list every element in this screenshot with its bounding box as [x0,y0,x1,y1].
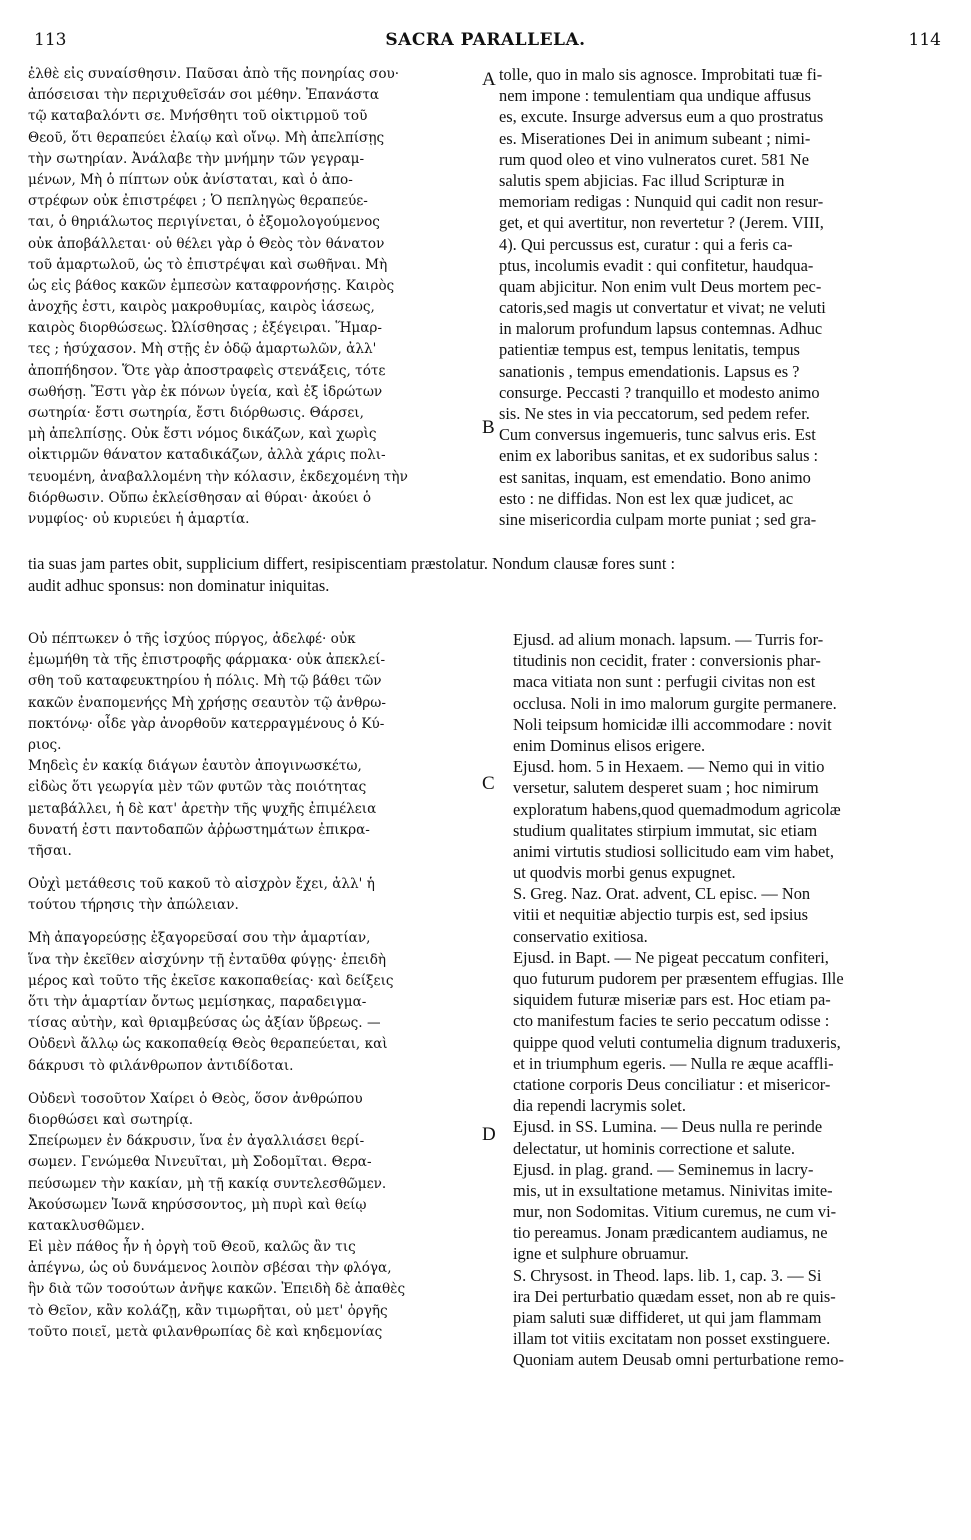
greek-text-line: ἣν διὰ τῶν τοσούτων ἀνῆψε κακῶν. Ἐπειδὴ δὲ ἀπαθὲς [28,1281,406,1298]
greek-text-line: μέρος καὶ τοῦτο τῆς ἐκεῖσε κακοπαθείας· καὶ δείξεις [28,972,394,989]
latin-text-line: es. Miserationes Dei in animum subeant ; nimi- [499,128,811,148]
latin-text-line: sanationis , tempus emendationis. Lapsus es ? [499,361,800,381]
greek-text-line [28,1077,480,1089]
latin-text-line: versetur, salutem desperet suam ; hoc nimirum [513,778,819,798]
section-marker-c: C [482,773,495,794]
latin-text-line: quam abjicitur. Non enim vult Deus mortem pec- [499,276,822,296]
latin-text-line: consurge. Peccasti ? tranquillo et modesto animo [499,382,820,402]
latin-text-line: 4). Qui percussus est, curatur : qui a feris ca- [499,234,793,254]
greek-text-line: ἐμωμήθη τὰ τῆς ἐπιστροφῆς φάρμακα· οὐκ ἀπεκλεί- [28,652,386,669]
greek-text-line: τευομένη, ἀναβαλλομένη τὴν κόλασιν, ἐκδεχομένη τὴν [28,468,408,485]
greek-text-line: διόρθωσιν. Οὔπω ἐκλείσθησαν αἱ θύραι· ἀκούει ὁ [28,489,372,506]
greek-text-line: σωτηρία· ἔστι σωτηρία, ἔστι διόρθωσις. Θάρσει, [28,405,364,421]
greek-text-line: κατακλυσθῶμεν. [28,1217,145,1234]
greek-text-line: στρέφων οὐκ ἐπιστρέφει ; Ὁ πεπληγὼς θεραπεύε- [28,193,368,210]
greek-text-line: Μὴ ἀπαγορεύσῃς ἐξαγορεῦσαί σου τὴν ἁμαρτίαν, [28,930,371,947]
latin-text-line: studium qualitates stirpium immutat, sic etiam [513,820,818,840]
greek-text-line: τοῦ ἁμαρτωλοῦ, ὡς τὸ ἐπιστρέψαι καὶ σωθῆναι. Μὴ [28,256,388,273]
latin-text-line: delectatur, ut hominis correctione et salute. [513,1138,795,1158]
latin-text-line: sine misericordia culpam morte puniat ; sed gra- [499,509,817,529]
greek-text-line: τὴν σωτηρίαν. Ἀνάλαβε τὴν μνήμην τῶν γεγραμ- [28,150,365,167]
greek-text-line: τῆσαι. [28,842,72,859]
greek-text-line: νυμφίος· οὐ κυριεύει ἡ ἁμαρτία. [28,510,250,527]
latin-text-line: occlusa. Noli in imo malorum gurgite permanere. [513,693,837,713]
latin-text-line: patientiæ tempus est, tempus lenitatis, tempus [499,340,800,360]
greek-text-line: ἀνοχῆς ἐστι, καιρὸς μακροθυμίας, καιρὸς ἰάσεως, [28,299,375,316]
latin-text-line: quippe quod veluti contumelia dignum traduxeris, [513,1032,841,1052]
latin-text-line: tio pereamus. Jonam prædicantem audiamus, ne [513,1223,828,1243]
latin-text-line: Quoniam autem Deusab omni perturbatione remo- [513,1350,844,1370]
latin-text-line: quo futurum pudorem per præsentem effugias. Ille [513,969,844,988]
section-marker-a: A [482,69,496,90]
latin-text-line: Ejusd. in SS. Lumina. — Deus nulla re perinde [513,1117,823,1137]
latin-text-line: dia rependi lacrymis solet. [513,1096,686,1116]
greek-text-line: δυνατή ἐστι παντοδαπῶν ἀῤῥωστημάτων ἐπικρα- [28,821,370,838]
top-greek-column [28,64,480,530]
greek-text-line: τίσας αὐτὴν, καὶ θριαμβεύσας ὡς ἀξίαν ὕβρεως. — [28,1015,381,1032]
latin-text-line: get, et qui avertitur, non revertetur ? (Jerem. VIII, [499,213,824,233]
latin-text-line: illam tot vitiis excitatam non posset exstinguere. [513,1329,831,1349]
running-title: SACRA PARALLELA. [385,30,586,50]
latin-text-line: nem impone : temulentiam qua undique affusus [499,86,811,106]
latin-text-line: conservatio exitiosa. [513,926,648,946]
full-width-line-2: audit adhuc sponsus: non dominatur iniquitas. [28,576,330,595]
latin-text-line: Ejusd. in plag. grand. — Seminemus in lacry- [513,1159,814,1179]
greek-text-line: σθη τοῦ καταφευκτηρίου ἡ πόλις. Μὴ τῷ βάθει τῶν [28,673,382,690]
greek-text-line: ριος. [28,736,62,753]
greek-text-line: τοῦτο ποιεῖ, μετὰ φιλανθρωπίας δὲ καὶ κηδεμονίας [28,1323,383,1340]
greek-text-line: σωθήσῃ. Ἔστι γὰρ ἐκ πόνων ὑγεία, καὶ ἐξ ἱδρώτων [28,383,383,400]
greek-text-line: ἀπόσεισαι τὴν περιχυθεῖσάν σοι μέθην. Ἐπανάστα [28,87,380,104]
latin-text-line: catoris,sed magis ut convertatur et vivat; ne veluti [499,298,826,318]
latin-text-line: piam saluti suæ diffideret, ut qui jam flammam [513,1308,822,1327]
latin-text-line: ctatione corporis Deus conciliatur : et misericor- [513,1074,831,1094]
latin-text-line: vitii et nequitiæ abjectio turpis est, sed ipsius [513,905,808,925]
greek-text-line: ἀπέγνω, ὡς οὐ δυνάμενος λοιπὸν σβέσαι τὴν φλόγα, [28,1260,392,1277]
section-marker-d: D [482,1124,496,1145]
page-number-right: 114 [908,30,941,50]
latin-text-line: rum quod oleo et vino vulneratos curet. 581 Ne [499,149,809,169]
greek-text-line: τούτου τήρησις τὴν ἀπώλειαν. [28,897,239,914]
latin-text-line: ira Dei perturbatio quædam esset, non ab re quis- [513,1286,836,1306]
greek-text-line: Ἀκούσωμεν Ἰωνᾶ κηρύσσοντος, μὴ πυρὶ καὶ θείῳ [28,1196,367,1213]
greek-text-line: Μηδεὶς ἐν κακίᾳ διάγων ἑαυτὸν ἀπογινωσκέτω, [28,758,362,775]
greek-text-line: Σπείρωμεν ἐν δάκρυσιν, ἵνα ἐν ἀγαλλιάσει θερί- [28,1133,365,1150]
latin-text-line: S. Chrysost. in Theod. laps. lib. 1, cap. 3. — Si [513,1265,822,1285]
greek-text-line: ὅτι τὴν ἁμαρτίαν ὄντως μεμίσηκας, παραδειγμα- [28,994,367,1010]
greek-text-line: Θεοῦ, ὅτι θεραπεύει ἐλαίῳ καὶ οἴνῳ. Μὴ ἀπελπίσῃς [28,129,385,146]
latin-text-line: mis, ut in exsultatione metamus. Ninivitas imite- [513,1180,833,1200]
greek-text-line: Οὐ πέπτωκεν ὁ τῆς ἰσχύος πύργος, ἀδελφέ· οὐκ [28,631,356,647]
latin-text-line: Cum conversus ingemueris, tunc salvus eris. Est [499,425,816,445]
greek-text-line: οὐκ ἀποβάλλεται· οὐ θέλει γὰρ ὁ Θεὸς τὸν θάνατον [28,235,385,252]
latin-text-line: cto manifestum facies te serio peccatum odisse : [513,1011,830,1031]
latin-text-line: maca vitiata non sunt : perfugii civitas non est [513,672,816,692]
greek-text-line: εἰδὼς ὅτι γεωργία μὲν τῶν φυτῶν τὰς ποιότητας [28,779,367,796]
greek-text-line: τες ; ἡσύχασον. Μὴ στῇς ἐν ὁδῷ ἁμαρτωλῶν, ἀλλ' [28,341,377,358]
latin-text-line: siquidem futuræ miseriæ pars est. Hoc etiam pa- [513,990,831,1010]
greek-text-line: πεύσωμεν τὴν κακίαν, μὴ τῇ κακίᾳ συντελεσθῶμεν. [28,1175,387,1192]
page-number-left: 113 [34,30,67,50]
greek-text-line: τὸ Θεῖον, κἂν κολάζῃ, κἂν τιμωρῆται, οὐ μετ' ὀργῆς [28,1302,388,1319]
greek-text-line: ται, ὁ θηριάλωτος περιγίνεται, ὁ ἐξομολογούμενος [28,214,380,231]
greek-text-line: ἀποπήδησον. Ὅτε γὰρ ἀποστραφεὶς στενάξεις, τότε [28,362,386,379]
page-header [0,30,971,58]
latin-text-line: salutis spem abjicias. Fac illud Scripturæ in [499,170,785,190]
greek-text-line: κακῶν ἐναπομενήςς Μὴ χρήσῃς σεαυτὸν τῷ ἀνθρω- [28,694,386,711]
greek-text-line [28,862,480,874]
latin-text-line: et in triumphum egeris. — Nulla re æque acaffli- [513,1053,834,1073]
greek-text-line: μένων, Μὴ ὁ πίπτων οὐκ ἀνίσταται, καὶ ὁ ἀπο- [28,171,353,188]
greek-text-line: μὴ ἀπελπίσῃς. Οὐκ ἔστι νόμος δικάζων, καὶ χωρὶς [28,426,377,443]
latin-text-line: ut quodvis morbi genus expugnet. [513,863,736,883]
latin-text-line: igne et sulphure obruamur. [513,1244,689,1264]
latin-text-line: esto : ne diffidas. Non est lex quæ judicet, ac [499,488,794,508]
latin-text-line: sis. Ne stes in via peccatorum, sed pedem refer. [499,404,810,423]
greek-text-line: τῷ καταβαλόντι σε. Μνήσθητι τοῦ οἰκτιρμοῦ τοῦ [28,108,368,125]
greek-text-line: Οὐχὶ μετάθεσις τοῦ κακοῦ τὸ αἰσχρὸν ἔχει, ἀλλ' ἡ [28,876,375,893]
full-width-line-1: tia suas jam partes obit, supplicium differt, resipiscentiam præstolatur. Nondum clausæ fores sunt : [28,554,676,573]
bottom-greek-column [28,629,480,1343]
greek-text-line: ἐλθὲ εἰς συναίσθησιν. Παῦσαι ἀπὸ τῆς πονηρίας σου· [28,66,400,82]
greek-text-line: ὡς εἰς βάθος κακῶν ἐμπεσὼν καταφρονήσῃς. Καιρὸς [28,277,395,294]
bottom-latin-column [513,629,945,1371]
greek-text-line: οἰκτιρμῶν θάνατον καταδικάζων, ἀλλὰ χάρις πολι- [28,447,386,464]
latin-text-line: est sanitas, inquam, est emendatio. Bono animo [499,467,811,487]
greek-text-line: δάκρυσι τὸ φιλάνθρωπον ἀντιδίδοται. [28,1057,294,1074]
latin-text-line: enim Dominus elisos erigere. [513,735,706,755]
greek-text-line: Εἰ μὲν πάθος ἦν ἡ ὀργὴ τοῦ Θεοῦ, καλῶς ἂν τις [28,1239,356,1256]
latin-text-line: S. Greg. Naz. Orat. advent, CL episc. — Non [513,884,811,904]
section-marker-b: B [482,417,495,438]
latin-text-line: animi virtutis studiosi sollicitudo eam vim habet, [513,841,834,861]
greek-text-line: Οὐδενὶ ἄλλῳ ὡς κακοπαθείᾳ Θεὸς θεραπεύεται, καὶ [28,1036,388,1053]
latin-text-line: Ejusd. hom. 5 in Hexaem. — Nemo qui in vitio [513,757,825,777]
latin-text-line: mur, non Sodomitas. Vitium curemus, ne cum vi- [513,1202,837,1222]
latin-text-line: Ejusd. in Bapt. — Ne pigeat peccatum confiteri, [513,947,829,967]
greek-text-line: σωμεν. Γενώμεθα Νινευῖται, μὴ Σοδομῖται. Θερα- [28,1154,372,1171]
latin-text-line: ptus, incolumis evadit : qui confitetur, haudqua- [499,255,814,275]
latin-text-line: exploratum habens,quod quemadmodum agricolæ [513,799,841,819]
greek-text-line: διορθώσει καὶ σωτηρίᾳ. [28,1111,194,1128]
latin-text-line: tolle, quo in malo sis agnosce. Improbitati tuæ fi- [499,65,823,84]
latin-text-line: es, excute. Insurge adversus eum a quo prostratus [499,107,824,127]
latin-text-line: memoriam redigas : Nunquid qui cadit non resur- [499,192,824,212]
greek-text-line: μεταβάλλει, ἡ δὲ κατ' ἀρετὴν τῆς ψυχῆς ἐπιμέλεια [28,800,377,817]
greek-text-line: Οὐδενὶ τοσοῦτον Χαίρει ὁ Θεὸς, ὅσον ἀνθρώπου [28,1090,363,1107]
latin-text-line: enim ex laboribus sanitas, et ex sudoribus salus : [499,446,819,466]
top-latin-column [499,64,945,530]
latin-text-line: Ejusd. ad alium monach. lapsum. — Turris for- [513,630,824,649]
greek-text-line [28,916,480,928]
greek-text-line: ἵνα τὴν ἐκεῖθεν αἰσχύνην τῇ ἐνταῦθα φύγῃς· ἐπειδὴ [28,951,387,968]
greek-text-line: ποκτόνῳ· οἶδε γὰρ ἀνορθοῦν κατερραγμένους ὁ Κύ- [28,715,385,732]
latin-text-line: titudinis non cecidit, frater : conversionis phar- [513,651,821,671]
latin-text-line: in malorum profundum lapsus contemnas. Adhuc [499,319,823,339]
latin-text-line: Noli teipsum homicidæ illi accommodare : novit [513,714,832,734]
greek-text-line: καιρὸς διορθώσεως. Ὠλίσθησας ; ἐξέγειραι. Ἥμαρ- [28,320,382,337]
